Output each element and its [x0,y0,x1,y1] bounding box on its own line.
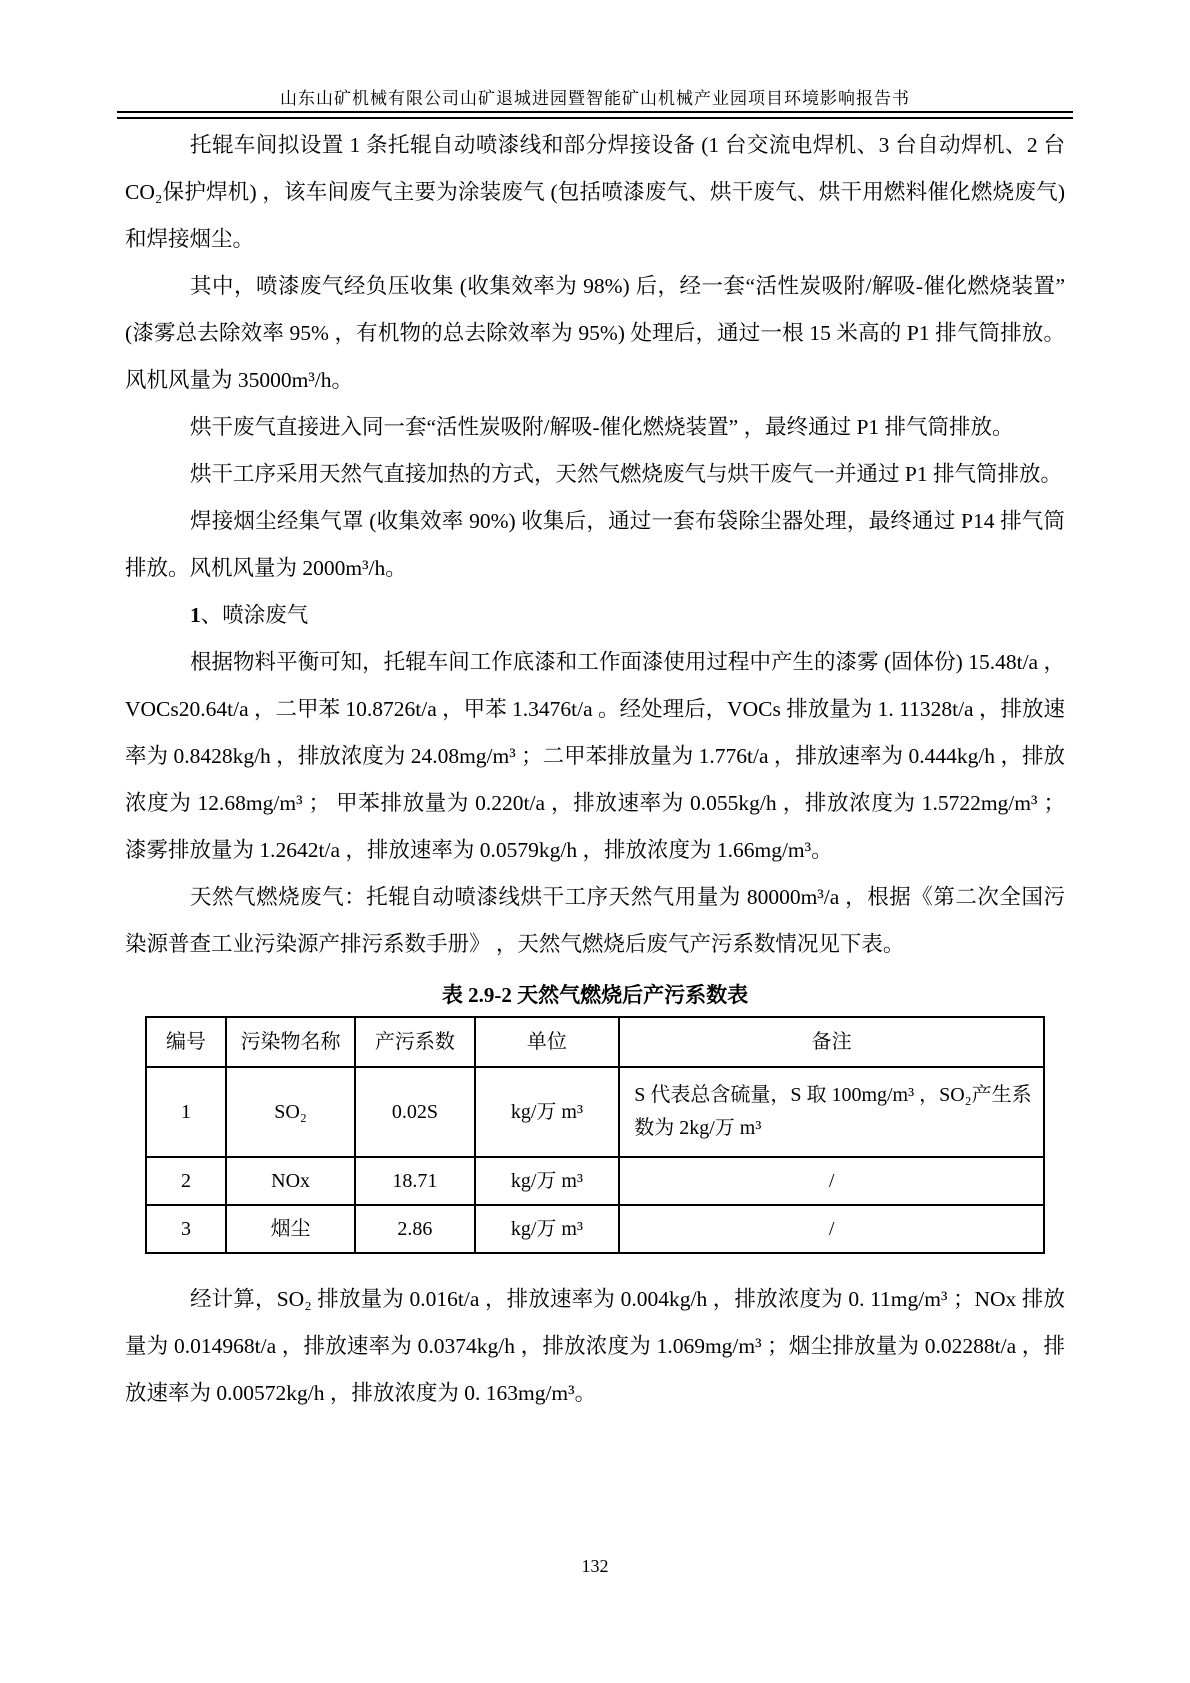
table-cell-number: 2 [146,1157,226,1205]
document-body [125,122,1065,1417]
table-cell-pollutant: SO₂ [226,1067,355,1157]
table-cell-remark: / [619,1157,1044,1205]
table-cell-coefficient: 18.71 [355,1157,474,1205]
body-paragraph-6: 根据物料平衡可知，托辊车间工作底漆和工作面漆使用过程中产生的漆雾 (固体份) 15.48t/a ，VOCs20.64t/a ，二甲苯 10.8726t/a ，甲苯 1.3476t/a 。经处理后，VOCs 排放量为 1. 11328t/a ，排放速率为 0.8428kg/h ，排放浓度为 24.08mg/m³ ；二甲苯排放量为 1.776t/a ，排放速率为 0.444kg/h ，排放浓度为 12.68mg/m³ ； 甲苯排放量为 0.220t/a ，排放速率为 0.055kg/h ，排放浓度为 1.5722mg/m³ ；漆雾排放量为 1.2642t/a ，排放速率为 0.0579kg/h ，排放浓度为 1.66mg/m³。 [125,650,1065,862]
table-header-remark: 备注 [619,1017,1044,1067]
body-paragraph-1: 托辊车间拟设置 1 条托辊自动喷漆线和部分焊接设备 (1 台交流电焊机、3 台自动焊机、2 台 CO₂保护焊机) ，该车间废气主要为涂装废气 (包括喷漆废气、烘干废气、烘干用燃料催化燃烧废气) 和焊接烟尘。 [125,133,1065,251]
table-cell-coefficient: 0.02S [355,1067,474,1157]
table-header-coefficient: 产污系数 [355,1017,474,1067]
section-title: 、喷涂废气 [200,603,309,627]
body-paragraph-8: 经计算，SO₂ 排放量为 0.016t/a ，排放速率为 0.004kg/h ，排放浓度为 0. 11mg/m³ ；NOx 排放量为 0.014968t/a ，排放速率为 0.0374kg/h ，排放浓度为 1.069mg/m³ ；烟尘排放量为 0.02288t/a ，排放速率为 0.00572kg/h ，排放浓度为 0. 163mg/m³。 [125,1287,1065,1405]
table-header-pollutant: 污染物名称 [226,1017,355,1067]
header-divider [117,111,1073,119]
table-cell-number: 3 [146,1205,226,1253]
table-row [146,1205,1044,1253]
table-cell-unit: kg/万 m³ [475,1157,620,1205]
header-title: 山东山矿机械有限公司山矿退城进园暨智能矿山机械产业园项目环境影响报告书 [280,89,910,108]
table-header-number: 编号 [146,1017,226,1067]
section-heading [125,592,1065,639]
table-cell-unit: kg/万 m³ [475,1205,620,1253]
table-cell-pollutant: 烟尘 [226,1205,355,1253]
table-cell-unit: kg/万 m³ [475,1067,620,1157]
table-row [146,1067,1044,1157]
table-caption: 表 2.9-2 天然气燃烧后产污系数表 [441,983,749,1007]
body-paragraph-2: 其中，喷漆废气经负压收集 (收集效率为 98%) 后，经一套“活性炭吸附/解吸-催化燃烧装置” (漆雾总去除效率 95% ，有机物的总去除效率为 95%) 处理后，通过一根 15 米高的 P1 排气筒排放。风机风量为 35000m³/h。 [125,274,1065,392]
table-cell-remark: S 代表总含硫量，S 取 100mg/m³ ，SO₂产生系数为 2kg/万 m³ [619,1067,1044,1157]
table-header-row [146,1017,1044,1067]
body-paragraph-7: 天然气燃烧废气：托辊自动喷漆线烘干工序天然气用量为 80000m³/a ，根据《第二次全国污染源普查工业污染源产排污系数手册》 ，天然气燃烧后废气产污系数情况见下表。 [125,885,1065,956]
table-cell-remark: / [619,1205,1044,1253]
body-paragraph-4: 烘干工序采用天然气直接加热的方式，天然气燃烧废气与烘干废气一并通过 P1 排气筒排放。 [190,462,1062,486]
body-paragraph-5: 焊接烟尘经集气罩 (收集效率 90%) 收集后，通过一套布袋除尘器处理，最终通过 P14 排气筒排放。风机风量为 2000m³/h。 [125,509,1065,580]
page-number: 132 [581,1556,609,1576]
table-cell-number: 1 [146,1067,226,1157]
table-row [146,1157,1044,1205]
table-cell-pollutant: NOx [226,1157,355,1205]
table-cell-coefficient: 2.86 [355,1205,474,1253]
section-number: 1 [190,603,201,627]
table-header-unit: 单位 [475,1017,620,1067]
coefficient-table [145,1016,1045,1254]
body-paragraph-3: 烘干废气直接进入同一套“活性炭吸附/解吸-催化燃烧装置” ，最终通过 P1 排气筒排放。 [190,415,1014,439]
